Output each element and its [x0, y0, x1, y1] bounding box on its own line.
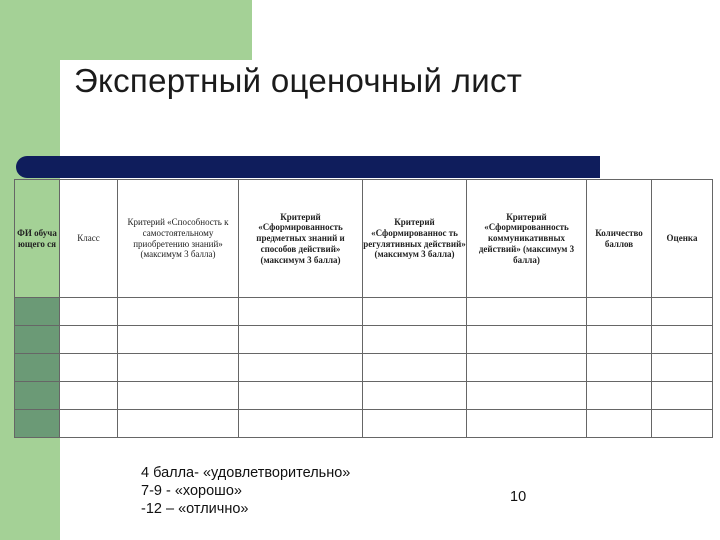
table-row: [15, 298, 713, 326]
table-cell[interactable]: [467, 354, 587, 382]
table-cell[interactable]: [118, 410, 239, 438]
table-cell[interactable]: [467, 382, 587, 410]
table-cell[interactable]: [587, 326, 652, 354]
table-cell[interactable]: [239, 382, 363, 410]
table-cell[interactable]: [60, 354, 118, 382]
table-cell[interactable]: [15, 410, 60, 438]
table-row: [15, 410, 713, 438]
table-cell[interactable]: [652, 354, 713, 382]
table-cell[interactable]: [118, 354, 239, 382]
header-student-name: ФИ обуча ющего ся: [15, 180, 60, 298]
table-cell[interactable]: [652, 298, 713, 326]
table-header-row: [15, 180, 713, 298]
table-cell[interactable]: [118, 382, 239, 410]
table-cell[interactable]: [15, 382, 60, 410]
table-cell[interactable]: [15, 354, 60, 382]
header-criterion-1: Критерий «Способность к самостоятельному приобретению знаний» (максимум 3 балла): [118, 180, 239, 298]
table-cell[interactable]: [15, 326, 60, 354]
table-cell[interactable]: [652, 382, 713, 410]
table-cell[interactable]: [587, 410, 652, 438]
page-title: Экспертный оценочный лист: [74, 62, 523, 99]
table-cell[interactable]: [363, 354, 467, 382]
table-cell[interactable]: [239, 326, 363, 354]
table-cell[interactable]: [652, 410, 713, 438]
table-cell[interactable]: [587, 354, 652, 382]
header-grade: Оценка: [652, 180, 713, 298]
grading-scale-line: 7-9 - «хорошо»: [141, 483, 242, 499]
page-number: 10: [510, 489, 527, 505]
table-cell[interactable]: [363, 410, 467, 438]
table-cell[interactable]: [118, 298, 239, 326]
decor-navy-bar: [16, 156, 600, 178]
table-cell[interactable]: [363, 382, 467, 410]
table-cell[interactable]: [467, 410, 587, 438]
table-cell[interactable]: [15, 298, 60, 326]
table-cell[interactable]: [60, 410, 118, 438]
table-cell[interactable]: [118, 326, 239, 354]
table-cell[interactable]: [239, 410, 363, 438]
grading-scale-note: [141, 464, 350, 518]
header-total-points: Количество баллов: [587, 180, 652, 298]
table-cell[interactable]: [363, 326, 467, 354]
table-cell[interactable]: [60, 326, 118, 354]
header-class: Класс: [60, 180, 118, 298]
table-cell[interactable]: [467, 298, 587, 326]
header-criterion-4: Критерий «Сформированность коммуникативных действий» (максимум 3 балла): [467, 180, 587, 298]
table-cell[interactable]: [60, 382, 118, 410]
table-row: [15, 326, 713, 354]
table-cell[interactable]: [587, 298, 652, 326]
table-cell[interactable]: [587, 382, 652, 410]
assessment-table: [14, 179, 713, 438]
table-cell[interactable]: [239, 298, 363, 326]
header-criterion-2: Критерий «Сформированность предметных знаний и способов действий» (максимум 3 балла): [239, 180, 363, 298]
table-cell[interactable]: [239, 354, 363, 382]
grading-scale-line: -12 – «отлично»: [141, 501, 249, 517]
header-criterion-3: Критерий «Сформированнос ть регулятивных действий» (максимум 3 балла): [363, 180, 467, 298]
table-row: [15, 382, 713, 410]
table-row: [15, 354, 713, 382]
table-cell[interactable]: [363, 298, 467, 326]
table-cell[interactable]: [60, 298, 118, 326]
grading-scale-line: 4 балла- «удовлетворительно»: [141, 465, 351, 481]
table-cell[interactable]: [467, 326, 587, 354]
table-cell[interactable]: [652, 326, 713, 354]
